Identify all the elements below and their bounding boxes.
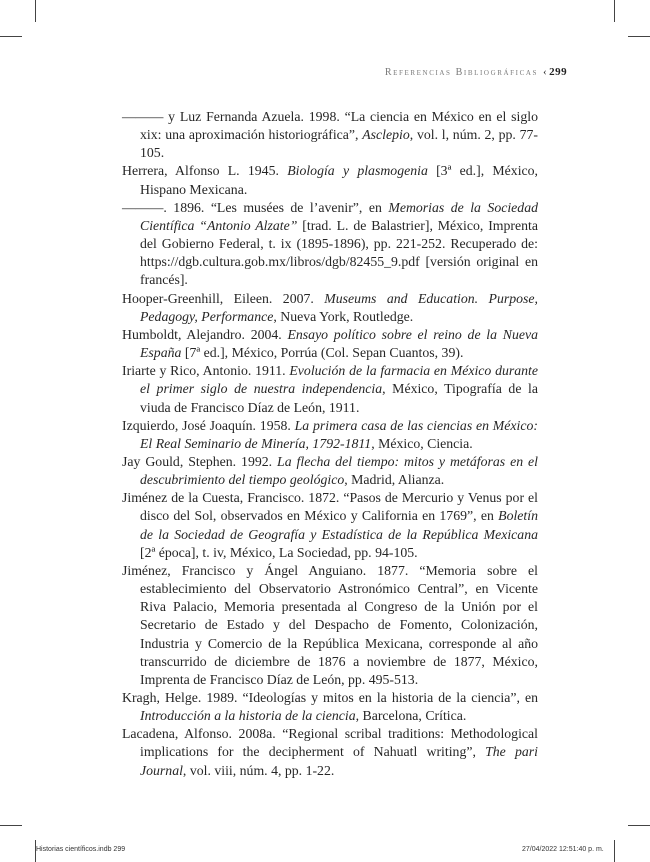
entry-title-italic: Evolución de la farmacia en México durante el primer siglo de nuestra independencia — [140, 363, 538, 397]
bibliography-entry — [122, 162, 538, 198]
bibliography-entry — [122, 725, 538, 779]
bibliography-entry — [122, 290, 538, 326]
bibliography-entry — [122, 199, 538, 290]
entry-title-italic: Memorias de la Sociedad Científica “Antonio Alzate” — [140, 199, 538, 233]
entry-text: , Nueva York, Routledge. — [273, 308, 414, 324]
crop-mark — [614, 0, 615, 22]
page-number — [543, 66, 567, 78]
bibliography-list — [122, 108, 538, 780]
entry-text: , México, Ciencia. — [371, 435, 473, 451]
crop-mark — [0, 825, 22, 826]
entry-title-italic: Museums and Education. Purpose, Pedagogy, Performance — [140, 290, 538, 324]
footer-file: Historias científicos.indb 299 — [36, 846, 126, 853]
bibliography-entry — [122, 417, 538, 453]
entry-text: Jiménez de la Cuesta, Francisco. 1872. “Pasos de Mercurio y Venus por el disco del Sol, observados en México y California en 1769”, en — [122, 490, 538, 524]
crop-mark — [628, 825, 650, 826]
entry-title-italic: Introducción a la historia de la ciencia — [140, 708, 356, 724]
entry-title-italic: The pari Journal — [140, 744, 538, 778]
entry-text: [2ª época], t. iv, México, La Sociedad, pp. 94-105. — [140, 544, 418, 560]
entry-text: [7ª ed.], México, Porrúa (Col. Sepan Cuantos, 39). — [181, 345, 464, 361]
entry-title-italic: Ensayo político sobre el reino de la Nueva España — [140, 326, 538, 361]
crop-mark — [614, 840, 615, 862]
entry-text: Hooper-Greenhill, Eileen. 2007. — [122, 290, 325, 306]
entry-text: , vol. viii, núm. 4, pp. 1-22. — [182, 762, 335, 778]
entry-title-italic: La flecha del tiempo: mitos y metáforas en el descubrimiento del tiempo geológico — [140, 453, 538, 488]
entry-text: Izquierdo, José Joaquín. 1958. — [122, 417, 295, 433]
entry-title-italic: Biología y plasmogenia — [287, 163, 428, 179]
entry-text: , Madrid, Alianza. — [344, 472, 445, 488]
crop-mark — [628, 36, 650, 37]
entry-title-italic: La primera casa de las ciencias en México: El Real Seminario de Minería, 1792-1811 — [140, 417, 538, 451]
entry-text: , Barcelona, Crítica. — [355, 708, 467, 724]
entry-text: Iriarte y Rico, Antonio. 1911. — [122, 363, 290, 379]
crop-mark — [35, 0, 36, 22]
entry-text: Lacadena, Alfonso. 2008a. “Regional scribal traditions: Methodological implications for the decipherment of Nahuatl writing”, — [122, 726, 538, 760]
footer-timestamp: 27/04/2022 12:51:40 p. m. — [522, 846, 604, 853]
entry-title-italic: Asclepio — [362, 127, 410, 143]
bibliography-entry — [122, 689, 538, 725]
entry-text: , México, Tipografía de la viuda de Francisco Díaz de León, 1911. — [140, 381, 538, 415]
page-arrow: ‹ — [543, 66, 548, 78]
page-number-value: 299 — [549, 66, 568, 78]
entry-text: Kragh, Helge. 1989. “Ideologías y mitos en la historia de la ciencia”, en — [122, 690, 538, 705]
entry-text: Jiménez, Francisco y Ángel Anguiano. 1877. “Memoria sobre el establecimiento del Observatorio Astronómico Central”, en Vicente Riva Palacio, Memoria presentada al Congreso de la Unión por el Secretario de Estado y del Despacho de Fomento, Colonización, Industria y Comercio de la República Mexicana, corresponde al año transcurrido de diciembre de 1876 a noviembre de 1877, México, Imprenta de Francisco Díaz de León, pp. 495-513. — [122, 562, 538, 687]
crop-mark — [0, 36, 22, 37]
bibliography-entry — [122, 453, 538, 489]
running-header: Referencias Bibliográficas — [384, 67, 538, 78]
entry-text: ———. 1896. “Les musées de l’avenir”, en — [122, 199, 389, 215]
entry-title-italic: Boletín de la Sociedad de Geografía y Estadística de la República Mexicana — [140, 508, 538, 542]
entry-text: ——— y Luz Fernanda Azuela. 1998. “La ciencia en México en el siglo xix: una aproximación historiográfica”, — [122, 109, 538, 143]
entry-text: Humboldt, Alejandro. 2004. — [122, 326, 288, 342]
entry-text: [3ª ed.], México, Hispano Mexicana. — [140, 163, 538, 197]
entry-text: [trad. L. de Balastrier], México, Imprenta del Gobierno Federal, t. ix (1895-1896), pp. 221-252. Recuperado de: https://dgb.cultura.gob.mx/libros/dgb/82455_9.pdf [versión original en francés]. — [140, 217, 538, 288]
entry-text: Herrera, Alfonso L. 1945. — [122, 163, 288, 179]
bibliography-entry — [122, 326, 538, 362]
entry-text: , vol. l, núm. 2, pp. 77-105. — [140, 127, 538, 161]
entry-text: Jay Gould, Stephen. 1992. — [122, 453, 278, 469]
bibliography-entry — [122, 108, 538, 162]
bibliography-entry — [122, 562, 538, 689]
bibliography-entry — [122, 489, 538, 562]
bibliography-entry — [122, 362, 538, 416]
